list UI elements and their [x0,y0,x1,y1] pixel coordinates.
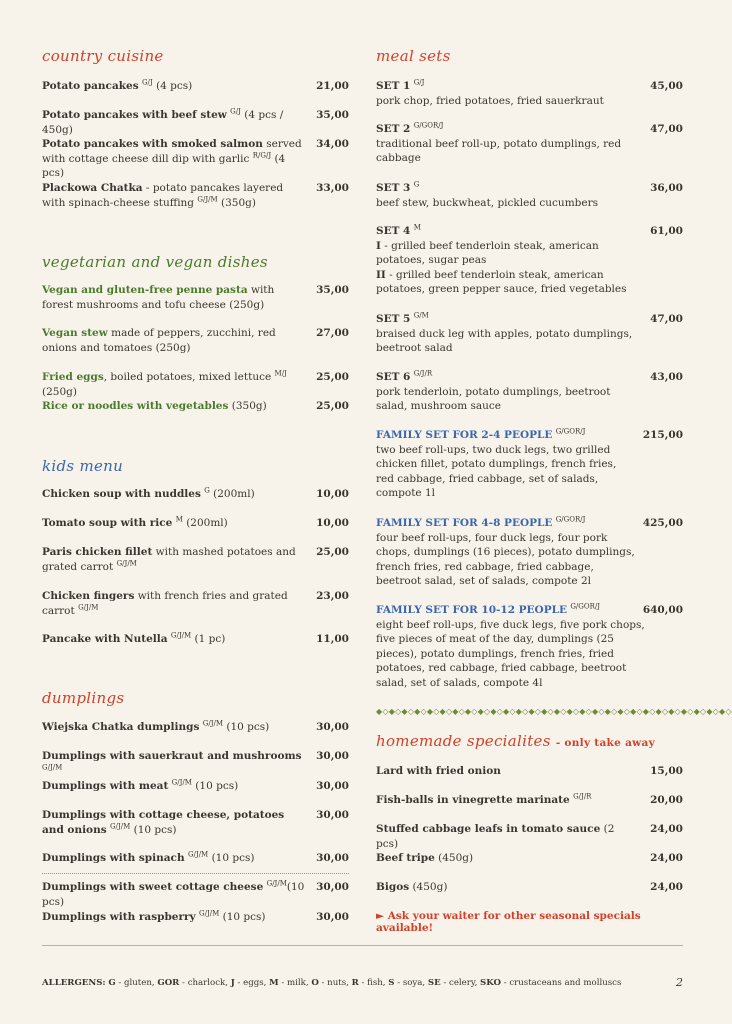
set-name: FAMILY SET FOR 4-8 PEOPLE [376,517,553,529]
set-desc: pork tenderloin, potato dumplings, beetroot salad, mushroom sauce [376,385,611,412]
allergen-code: G/J [413,78,425,87]
set-desc: traditional beef roll-up, potato dumplings, red cabbage [376,137,622,164]
set-price: 36,00 [650,182,683,194]
allergen-text: - crustaceans and molluscs [500,978,622,988]
allergen-code: G/J/M [199,909,220,918]
allergen-code: M [269,978,279,988]
item-name: Bigos [376,881,410,893]
item-price: 30,00 [316,750,349,762]
meal-set [376,516,683,589]
item-detail: (10 pcs) [208,852,255,864]
set-desc: - grilled beef tenderloin steak, american potatoes, sugar peas [376,239,599,266]
menu-item [376,851,683,866]
allergen-code: G [413,180,420,189]
item-price: 23,00 [316,590,349,602]
item-name: Dumplings with cottage cheese, potatoes and onions [42,809,285,836]
menu-item [42,487,349,502]
menu-item [376,764,683,779]
item-name: Fried eggs [42,371,104,383]
menu-item [42,851,349,866]
set-price: 45,00 [650,80,683,92]
item-price: 24,00 [650,852,683,864]
seasonal-specials-note: ► Ask your waiter for other seasonal specials available! [376,910,641,934]
menu-item [42,137,349,181]
item-detail: (200ml) [182,517,228,529]
item-price: 15,00 [650,765,683,777]
allergen-text: - milk, [278,978,309,988]
allergens-label: ALLERGENS: [42,978,106,988]
menu-item [42,880,349,909]
homemade-title-text: homemade specialites [376,732,551,750]
set-desc: four beef roll-ups, four duck legs, four pork chops, dumplings (16 pieces), potato dumplings, french fries, red cabbage, fried cabbage, beetroot salad, set of salads, compote 2l [376,531,635,587]
menu-item [42,749,349,778]
item-price: 10,00 [316,517,349,529]
item-detail: (200ml) [209,488,255,500]
item-name: Chicken fingers [42,590,135,602]
allergen-code: G/J/M [116,559,137,567]
item-detail: served with cottage cheese dill dip with garlic [42,138,302,165]
menu-item [42,589,349,618]
item-detail: (1 pc) [191,633,226,645]
item-price: 30,00 [316,881,349,893]
item-name: Pancake with Nutella [42,633,168,645]
set-price: 61,00 [650,225,683,237]
allergen-code: G/GOR/J [555,515,586,524]
homemade-subtitle: - only take away [555,737,656,749]
page-number: 2 [676,976,683,989]
allergens-legend [42,978,662,988]
allergen-text: - soya, [394,978,426,988]
allergen-code: G/J/R [413,369,433,378]
set-desc: beef stew, buckwheat, pickled cucumbers [376,196,598,209]
item-detail: with french fries and grated carrot [42,590,288,617]
item-detail: (450g) [409,881,448,893]
allergen-code: G/M [413,311,429,320]
menu-item [42,808,349,837]
item-name: Rice or noodles with vegetables [42,400,229,412]
item-price: 20,00 [650,794,683,806]
menu-item [42,283,349,312]
menu-item [42,632,349,647]
item-price: 30,00 [316,852,349,864]
footer-divider [42,945,683,946]
item-price: 25,00 [316,546,349,558]
meal-set [376,370,683,414]
item-name: Plackowa Chatka [42,182,143,194]
meal-set [376,428,683,501]
item-detail: (450g) [434,852,474,864]
item-price: 24,00 [650,823,683,835]
item-price: 30,00 [316,809,349,821]
meal-set [376,224,683,297]
item-detail: (10 pcs) [219,911,266,923]
allergen-code: G/J/M [171,778,192,787]
option-label: I [376,239,381,252]
item-name: Wiejska Chatka dumplings [42,721,200,733]
allergen-text: - nuts, [318,978,349,988]
item-detail: (2 pcs) [376,823,615,850]
item-detail: , boiled potatoes, mixed lettuce [103,371,272,383]
set-price: 43,00 [650,371,683,383]
set-name: SET 1 [376,80,411,92]
item-name: Potato pancakes with beef stew [42,109,227,121]
allergen-code: G/J [230,107,241,116]
allergen-code: R [351,978,359,988]
item-detail: (10 pcs) [130,823,177,836]
set-price: 425,00 [642,517,683,529]
set-price: 47,00 [650,123,683,135]
item-detail: (4 pcs) [152,80,193,92]
set-desc: pork chop, fried potatoes, fried sauerkraut [376,94,604,107]
allergen-code: M [413,223,421,232]
meal-set [376,79,683,108]
allergen-code: G/J/M [78,603,99,611]
item-price: 24,00 [650,881,683,893]
menu-item [42,79,349,94]
diamond-divider: ◆◇◆◇◆◇◆◇◆◇◆◇◆◇◆◇◆◇◆◇◆◇◆◇◆◇◆◇◆◇◆◇◆◇◆◇◆◇◆◇◆◇◆◇◆◇◆◇◆◇◆◇◆◇◆◇ [376,707,732,716]
item-name: Tomato soup with rice [42,517,173,529]
allergen-code: G/J/M [109,822,131,830]
item-name: Potato pancakes with smoked salmon [42,138,263,150]
set-name: SET 6 [376,371,411,383]
allergen-code: G/GOR/J [413,121,444,130]
allergen-code: M [175,515,183,524]
menu-item [42,516,349,531]
item-price: 25,00 [316,400,349,412]
allergen-code: G/GOR/J [555,427,586,436]
item-detail: (4 pcs / 450g) [42,109,284,136]
menu-item [42,370,349,399]
allergen-code: G [108,978,116,988]
homemade-title [376,732,655,750]
allergen-code: G/J [141,78,153,87]
allergen-code: J [230,978,235,988]
dotted-divider [42,873,349,874]
allergen-code: G/J/M [170,631,192,640]
item-detail: made of peppers, zucchini, red onions and tomatoes (250g) [42,327,276,354]
menu-item [42,181,349,210]
item-name: Potato pancakes [42,80,139,92]
allergen-text: - charlock, [179,978,228,988]
set-price: 640,00 [642,604,683,616]
allergen-code: G/J/M [42,763,63,771]
allergen-code: G/J/M [266,879,287,888]
dumplings-title: dumplings [42,689,125,707]
item-price: 25,00 [316,371,349,383]
meal-set [376,122,683,166]
item-name: Stuffed cabbage leafs in tomato sauce [376,823,601,835]
set-price: 215,00 [642,429,683,441]
menu-item [42,399,349,414]
allergen-code: R/G/J [252,151,272,159]
item-name: Dumplings with sauerkraut and mushrooms [42,750,302,762]
item-name: Chicken soup with nuddles [42,488,201,500]
menu-item [42,108,349,137]
allergen-text: - gluten, [115,978,155,988]
kids-menu-title: kids menu [42,457,124,475]
item-price: 30,00 [316,721,349,733]
item-price: 35,00 [316,284,349,296]
set-name: SET 4 [376,225,411,237]
set-name: FAMILY SET FOR 10-12 PEOPLE [376,604,567,616]
set-price: 47,00 [650,313,683,325]
item-detail: (250g) [42,385,77,398]
allergen-code: SE [427,978,441,988]
item-name: Dumplings with raspberry [42,911,196,923]
set-name: SET 3 [376,182,411,194]
set-name: SET 2 [376,123,411,135]
menu-item [42,720,349,735]
menu-item [376,793,683,808]
allergen-code: GOR [157,978,180,988]
item-detail: (4 pcs) [42,152,286,179]
allergen-code: G/J/M [202,719,224,728]
item-detail: with mashed potatoes and grated carrot [42,546,296,573]
item-price: 33,00 [316,182,349,194]
set-desc: - grilled beef tenderloin steak, american potatoes, green pepper sauce, fried vegetables [376,268,627,295]
allergen-code: G/J/M [187,850,209,859]
allergen-code: G/GOR/J [570,602,601,611]
menu-item [376,880,683,895]
item-price: 35,00 [316,109,349,121]
item-price: 27,00 [316,327,349,339]
meal-set [376,312,683,356]
meal-set [376,181,683,210]
item-name: Vegan stew [42,327,108,339]
item-detail: (350g) [217,196,256,209]
allergen-code: M/J [274,369,287,378]
item-price: 34,00 [316,138,349,150]
meal-set [376,603,683,690]
item-name: Dumplings with spinach [42,852,185,864]
item-name: Vegan and gluten-free penne pasta [42,284,248,296]
allergen-code: SKO [480,978,501,988]
vegetarian-title: vegetarian and vegan dishes [42,253,268,271]
item-detail: (10 pcs) [42,881,305,908]
item-detail: (350g) [228,400,267,412]
item-price: 30,00 [316,911,349,923]
allergen-text: - celery, [440,978,478,988]
meal-sets-title: meal sets [376,47,451,65]
set-desc: braised duck leg with apples, potato dumplings, beetroot salad [376,327,633,354]
item-price: 21,00 [316,80,349,92]
allergen-code: G/J/M [197,195,218,203]
item-name: Dumplings with meat [42,780,169,792]
item-name: Paris chicken fillet [42,546,153,558]
menu-item [42,779,349,794]
menu-item [376,822,683,851]
item-detail: - potato pancakes layered with spinach-cheese stuffing [42,182,284,209]
set-name: SET 5 [376,313,411,325]
allergen-code: S [388,978,395,988]
set-name: FAMILY SET FOR 2-4 PEOPLE [376,429,553,441]
allergen-text: - eggs, [234,978,267,988]
allergen-code: G/J/R [573,792,592,801]
country-cuisine-title: country cuisine [42,47,164,65]
item-name: Lard with fried onion [376,765,501,777]
item-name: Fish-balls in vinegrette marinate [376,794,570,806]
allergen-code: O [311,978,319,988]
item-price: 11,00 [316,633,349,645]
set-desc: eight beef roll-ups, five duck legs, five pork chops, five pieces of meat of the day, dumplings (25 pieces), potato dumplings, french fries, fried potatoes, red cabbage, fried cabbage, beetroot salad, set of salads, compote 4l [376,618,645,689]
item-name: Dumplings with sweet cottage cheese [42,881,264,893]
option-label: II [376,268,386,281]
item-detail: (10 pcs) [191,780,239,792]
item-detail: (10 pcs) [223,721,270,733]
allergen-code: G [204,486,210,495]
item-price: 10,00 [316,488,349,500]
item-price: 30,00 [316,780,349,792]
set-desc: two beef roll-ups, two duck legs, two grilled chicken fillet, potato dumplings, french fries, red cabbage, fried cabbage, set of salads, compote 1l [376,443,617,499]
item-name: Beef tripe [376,852,435,864]
menu-item [42,545,349,574]
menu-item [42,326,349,355]
menu-item [42,910,349,925]
item-detail: with forest mushrooms and tofu cheese (250g) [42,284,275,311]
allergen-text: - fish, [358,978,386,988]
